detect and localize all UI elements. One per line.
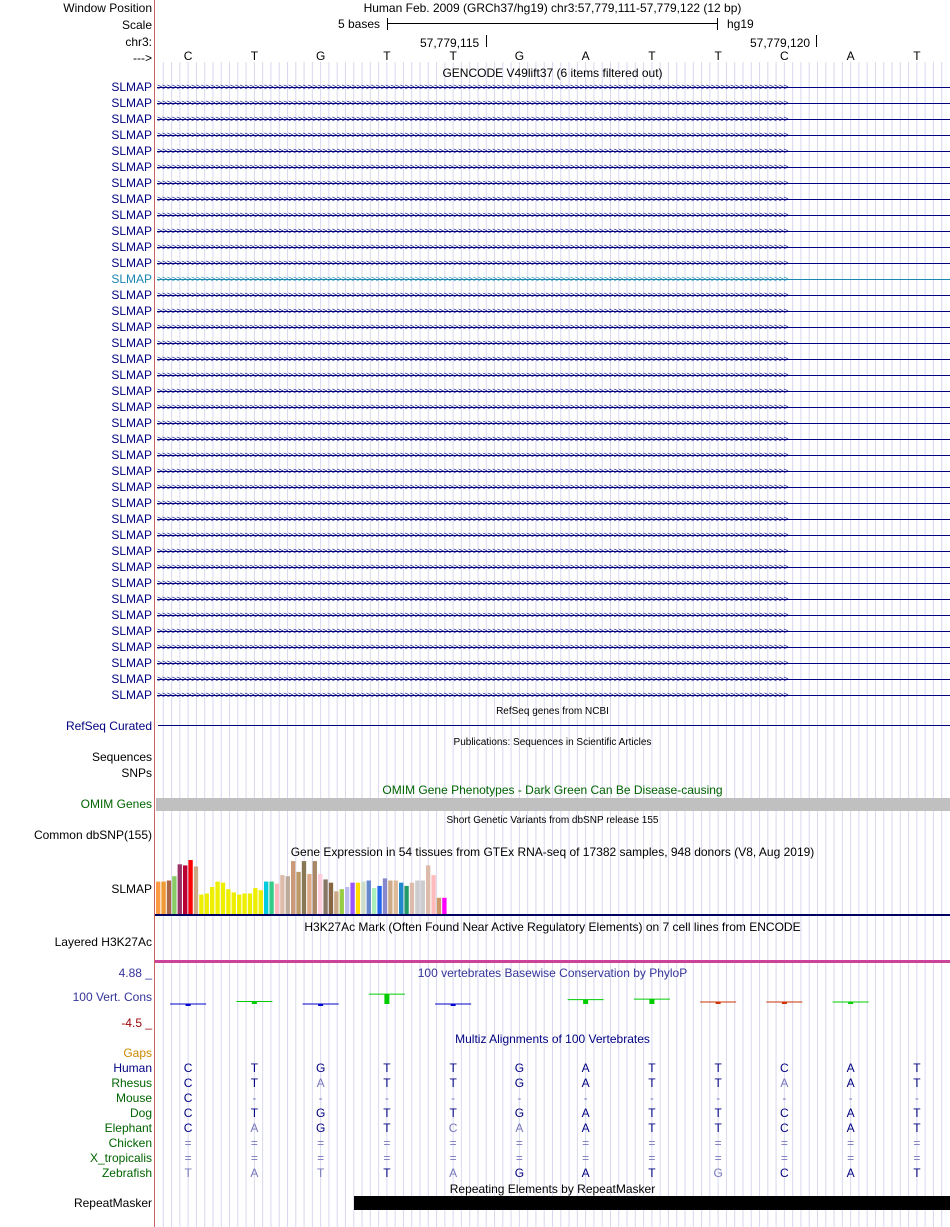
alignment-base: =	[648, 1136, 656, 1150]
gencode-strand-arrows: >>>>>>>>>>>>>>>>>>>>>>>>>>>>>>>>>>>>>>>>>>>>>>>>>>>>>>>>>>>>>>>>>>>>>>>>>>>>>>>>>>>>>>>>>>>>>>>>>>>>>>>>>>>>>>>>>>>>>>>>>>>>>>>>>>	[157, 274, 789, 284]
gtex-tissue-bar[interactable]	[437, 898, 441, 914]
alignment-base: =	[184, 1151, 192, 1165]
alignment-base: C	[183, 1061, 193, 1075]
refseq-track-title: RefSeq genes from NCBI	[496, 706, 609, 717]
alignment-base: T	[714, 1076, 722, 1090]
gtex-tissue-bar[interactable]	[399, 883, 403, 914]
alignment-base: =	[250, 1136, 258, 1150]
gencode-strand-arrows: >>>>>>>>>>>>>>>>>>>>>>>>>>>>>>>>>>>>>>>>>>>>>>>>>>>>>>>>>>>>>>>>>>>>>>>>>>>>>>>>>>>>>>>>>>>>>>>>>>>>>>>>>>>>>>>>>>>>>>>>>>>>>>>>>>	[157, 578, 789, 588]
alignment-base: A	[846, 1121, 855, 1135]
alignment-base: C	[780, 1121, 789, 1135]
alignment-base: C	[448, 1121, 458, 1135]
alignment-base: T	[316, 1166, 325, 1180]
conservation-score-mark[interactable]	[384, 994, 389, 1004]
dbsnp-track-title: Short Genetic Variants from dbSNP release 155	[446, 815, 659, 826]
gtex-tissue-bar[interactable]	[253, 888, 257, 914]
alignment-base: A	[316, 1076, 325, 1090]
alignment-base: T	[383, 1121, 391, 1135]
conservation-score-mark[interactable]	[583, 1000, 588, 1004]
alignment-base: C	[780, 1166, 789, 1180]
omim-track-label[interactable]: OMIM Genes	[80, 797, 152, 811]
gencode-strand-arrows: >>>>>>>>>>>>>>>>>>>>>>>>>>>>>>>>>>>>>>>>>>>>>>>>>>>>>>>>>>>>>>>>>>>>>>>>>>>>>>>>>>>>>>>>>>>>>>>>>>>>>>>>>>>>>>>>>>>>>>>>>>>>>>>>>>	[157, 466, 789, 476]
gtex-tissue-bar[interactable]	[404, 886, 408, 914]
alignment-base: T	[250, 1061, 259, 1075]
alignment-base: =	[383, 1136, 391, 1150]
gencode-track-title: GENCODE V49lift37 (6 items filtered out)	[442, 66, 663, 80]
gencode-gene-label[interactable]: SLMAP	[111, 256, 152, 270]
publications-track-title: Publications: Sequences in Scientific Articles	[453, 737, 652, 748]
alignment-base: =	[913, 1136, 921, 1150]
base-letter: T	[714, 49, 722, 63]
alignment-base: =	[847, 1151, 855, 1165]
gencode-gene-label[interactable]: SLMAP	[111, 576, 152, 590]
conservation-chart[interactable]	[155, 980, 950, 1025]
gencode-strand-arrows: >>>>>>>>>>>>>>>>>>>>>>>>>>>>>>>>>>>>>>>>>>>>>>>>>>>>>>>>>>>>>>>>>>>>>>>>>>>>>>>>>>>>>>>>>>>>>>>>>>>>>>>>>>>>>>>>>>>>>>>>>>>>>>>>>>	[157, 290, 789, 300]
gencode-gene-label[interactable]: SLMAP	[111, 208, 152, 222]
base-letter: T	[913, 49, 921, 63]
conservation-track-label[interactable]: 100 Vert. Cons	[72, 990, 152, 1004]
gtex-tissue-bar[interactable]	[388, 881, 392, 914]
gtex-tissue-bar[interactable]	[269, 882, 273, 914]
gencode-gene-label[interactable]: SLMAP	[111, 608, 152, 622]
base-letter: T	[648, 49, 656, 63]
alignment-base: =	[449, 1136, 457, 1150]
base-letter: A	[581, 49, 590, 63]
scale-bar-left-tick	[387, 18, 388, 30]
gencode-strand-arrows: >>>>>>>>>>>>>>>>>>>>>>>>>>>>>>>>>>>>>>>>>>>>>>>>>>>>>>>>>>>>>>>>>>>>>>>>>>>>>>>>>>>>>>>>>>>>>>>>>>>>>>>>>>>>>>>>>>>>>>>>>>>>>>>>>>	[157, 434, 789, 444]
gtex-tissue-bar[interactable]	[356, 883, 360, 914]
alignment-base: =	[847, 1136, 855, 1150]
gencode-strand-arrows: >>>>>>>>>>>>>>>>>>>>>>>>>>>>>>>>>>>>>>>>>>>>>>>>>>>>>>>>>>>>>>>>>>>>>>>>>>>>>>>>>>>>>>>>>>>>>>>>>>>>>>>>>>>>>>>>>>>>>>>>>>>>>>>>>>	[157, 322, 789, 332]
base-letter: A	[846, 49, 855, 63]
gtex-tissue-bar[interactable]	[318, 874, 322, 914]
gencode-strand-arrows: >>>>>>>>>>>>>>>>>>>>>>>>>>>>>>>>>>>>>>>>>>>>>>>>>>>>>>>>>>>>>>>>>>>>>>>>>>>>>>>>>>>>>>>>>>>>>>>>>>>>>>>>>>>>>>>>>>>>>>>>>>>>>>>>>>	[157, 674, 789, 684]
conservation-max-label: 4.88 _	[118, 966, 152, 980]
gtex-tissue-bar[interactable]	[215, 882, 219, 914]
gtex-tissue-bar[interactable]	[377, 886, 381, 914]
gencode-strand-arrows: >>>>>>>>>>>>>>>>>>>>>>>>>>>>>>>>>>>>>>>>>>>>>>>>>>>>>>>>>>>>>>>>>>>>>>>>>>>>>>>>>>>>>>>>>>>>>>>>>>>>>>>>>>>>>>>>>>>>>>>>>>>>>>>>>>	[157, 178, 789, 188]
gencode-strand-arrows: >>>>>>>>>>>>>>>>>>>>>>>>>>>>>>>>>>>>>>>>>>>>>>>>>>>>>>>>>>>>>>>>>>>>>>>>>>>>>>>>>>>>>>>>>>>>>>>>>>>>>>>>>>>>>>>>>>>>>>>>>>>>>>>>>>	[157, 354, 789, 364]
alignment-base: G	[514, 1166, 525, 1180]
alignment-base: T	[250, 1076, 259, 1090]
window-position-label: Window Position	[63, 1, 152, 15]
gencode-gene-label[interactable]: SLMAP	[111, 688, 152, 702]
gtex-tissue-bar[interactable]	[205, 893, 209, 914]
gencode-gene-label[interactable]: SLMAP	[111, 144, 152, 158]
gencode-strand-arrows: >>>>>>>>>>>>>>>>>>>>>>>>>>>>>>>>>>>>>>>>>>>>>>>>>>>>>>>>>>>>>>>>>>>>>>>>>>>>>>>>>>>>>>>>>>>>>>>>>>>>>>>>>>>>>>>>>>>>>>>>>>>>>>>>>>	[157, 338, 789, 348]
gencode-gene-label[interactable]: SLMAP	[111, 384, 152, 398]
gtex-tissue-bar[interactable]	[221, 883, 225, 914]
gencode-gene-label[interactable]: SLMAP	[111, 304, 152, 318]
gencode-gene-label[interactable]: SLMAP	[111, 656, 152, 670]
gtex-tissue-bar[interactable]	[426, 865, 430, 914]
gtex-tissue-bar[interactable]	[329, 883, 333, 914]
gencode-strand-arrows: >>>>>>>>>>>>>>>>>>>>>>>>>>>>>>>>>>>>>>>>>>>>>>>>>>>>>>>>>>>>>>>>>>>>>>>>>>>>>>>>>>>>>>>>>>>>>>>>>>>>>>>>>>>>>>>>>>>>>>>>>>>>>>>>>>	[157, 482, 789, 492]
gtex-tissue-bar[interactable]	[264, 882, 268, 914]
gencode-gene-label[interactable]: SLMAP	[111, 352, 152, 366]
base-letter: C	[183, 49, 193, 63]
alignment-base: C	[183, 1106, 193, 1120]
publications-sequences-label[interactable]: Sequences	[91, 750, 152, 764]
species-label[interactable]: Rhesus	[111, 1076, 152, 1090]
alignment-base: -	[252, 1091, 257, 1105]
gencode-gene-label[interactable]: SLMAP	[111, 272, 152, 286]
base-letter: C	[780, 49, 789, 63]
alignment-base: =	[184, 1136, 192, 1150]
gencode-strand-arrows: >>>>>>>>>>>>>>>>>>>>>>>>>>>>>>>>>>>>>>>>>>>>>>>>>>>>>>>>>>>>>>>>>>>>>>>>>>>>>>>>>>>>>>>>>>>>>>>>>>>>>>>>>>>>>>>>>>>>>>>>>>>>>>>>>>	[157, 594, 789, 604]
gtex-tissue-bar[interactable]	[350, 883, 354, 914]
gencode-strand-arrows: >>>>>>>>>>>>>>>>>>>>>>>>>>>>>>>>>>>>>>>>>>>>>>>>>>>>>>>>>>>>>>>>>>>>>>>>>>>>>>>>>>>>>>>>>>>>>>>>>>>>>>>>>>>>>>>>>>>>>>>>>>>>>>>>>>	[157, 258, 789, 268]
gencode-gene-label[interactable]: SLMAP	[111, 400, 152, 414]
gencode-strand-arrows: >>>>>>>>>>>>>>>>>>>>>>>>>>>>>>>>>>>>>>>>>>>>>>>>>>>>>>>>>>>>>>>>>>>>>>>>>>>>>>>>>>>>>>>>>>>>>>>>>>>>>>>>>>>>>>>>>>>>>>>>>>>>>>>>>>	[157, 626, 789, 636]
gtex-tissue-bar[interactable]	[259, 890, 263, 914]
gencode-gene-label[interactable]: SLMAP	[111, 128, 152, 142]
gencode-strand-arrows: >>>>>>>>>>>>>>>>>>>>>>>>>>>>>>>>>>>>>>>>>>>>>>>>>>>>>>>>>>>>>>>>>>>>>>>>>>>>>>>>>>>>>>>>>>>>>>>>>>>>>>>>>>>>>>>>>>>>>>>>>>>>>>>>>>	[157, 146, 789, 156]
gencode-gene-label[interactable]: SLMAP	[111, 288, 152, 302]
alignment-base: C	[780, 1061, 789, 1075]
alignment-base: A	[250, 1121, 259, 1135]
publications-snps-label[interactable]: SNPs	[121, 766, 152, 780]
gtex-tissue-bar[interactable]	[194, 866, 198, 914]
alignment-base: T	[383, 1166, 391, 1180]
alignment-base: G	[514, 1061, 525, 1075]
alignment-base: T	[383, 1061, 391, 1075]
conservation-track-title: 100 vertebrates Basewise Conservation by PhyloP	[417, 966, 688, 980]
gencode-strand-arrows: >>>>>>>>>>>>>>>>>>>>>>>>>>>>>>>>>>>>>>>>>>>>>>>>>>>>>>>>>>>>>>>>>>>>>>>>>>>>>>>>>>>>>>>>>>>>>>>>>>>>>>>>>>>>>>>>>>>>>>>>>>>>>>>>>>	[157, 370, 789, 380]
alignment-base: A	[581, 1106, 590, 1120]
scale-label: Scale	[121, 18, 152, 32]
gencode-strand-arrows: >>>>>>>>>>>>>>>>>>>>>>>>>>>>>>>>>>>>>>>>>>>>>>>>>>>>>>>>>>>>>>>>>>>>>>>>>>>>>>>>>>>>>>>>>>>>>>>>>>>>>>>>>>>>>>>>>>>>>>>>>>>>>>>>>>	[157, 610, 789, 620]
omim-track-title: OMIM Gene Phenotypes - Dark Green Can Be Disease-causing	[382, 783, 723, 797]
alignment-base: A	[250, 1166, 259, 1180]
gtex-tissue-bar[interactable]	[183, 865, 187, 914]
gencode-strand-arrows: >>>>>>>>>>>>>>>>>>>>>>>>>>>>>>>>>>>>>>>>>>>>>>>>>>>>>>>>>>>>>>>>>>>>>>>>>>>>>>>>>>>>>>>>>>>>>>>>>>>>>>>>>>>>>>>>>>>>>>>>>>>>>>>>>>	[157, 402, 789, 412]
multiz-gaps-label[interactable]: Gaps	[123, 1046, 152, 1060]
h3k27ac-track-label[interactable]: Layered H3K27Ac	[54, 935, 152, 949]
alignment-base: C	[183, 1076, 193, 1090]
alignment-base: G	[315, 1121, 326, 1135]
gencode-strand-arrows: >>>>>>>>>>>>>>>>>>>>>>>>>>>>>>>>>>>>>>>>>>>>>>>>>>>>>>>>>>>>>>>>>>>>>>>>>>>>>>>>>>>>>>>>>>>>>>>>>>>>>>>>>>>>>>>>>>>>>>>>>>>>>>>>>>	[157, 658, 789, 668]
alignment-base: -	[583, 1091, 588, 1105]
gencode-strand-arrows: >>>>>>>>>>>>>>>>>>>>>>>>>>>>>>>>>>>>>>>>>>>>>>>>>>>>>>>>>>>>>>>>>>>>>>>>>>>>>>>>>>>>>>>>>>>>>>>>>>>>>>>>>>>>>>>>>>>>>>>>>>>>>>>>>>	[157, 194, 789, 204]
gencode-gene-label[interactable]: SLMAP	[111, 624, 152, 638]
gencode-gene-label[interactable]: SLMAP	[111, 512, 152, 526]
alignment-base: =	[780, 1136, 788, 1150]
gtex-tissue-bar[interactable]	[383, 878, 387, 914]
gencode-gene-label[interactable]: SLMAP	[111, 544, 152, 558]
alignment-base: A	[780, 1076, 789, 1090]
gencode-gene-label[interactable]: SLMAP	[111, 592, 152, 606]
alignment-base: T	[648, 1121, 656, 1135]
gtex-tissue-bar[interactable]	[313, 861, 317, 914]
gencode-strand-arrows: >>>>>>>>>>>>>>>>>>>>>>>>>>>>>>>>>>>>>>>>>>>>>>>>>>>>>>>>>>>>>>>>>>>>>>>>>>>>>>>>>>>>>>>>>>>>>>>>>>>>>>>>>>>>>>>>>>>>>>>>>>>>>>>>>>	[157, 642, 789, 652]
alignment-base: -	[848, 1091, 853, 1105]
species-label[interactable]: Human	[113, 1061, 152, 1075]
gtex-tissue-bar[interactable]	[172, 876, 176, 914]
refseq-track-label[interactable]: RefSeq Curated	[65, 719, 152, 733]
gencode-strand-arrows: >>>>>>>>>>>>>>>>>>>>>>>>>>>>>>>>>>>>>>>>>>>>>>>>>>>>>>>>>>>>>>>>>>>>>>>>>>>>>>>>>>>>>>>>>>>>>>>>>>>>>>>>>>>>>>>>>>>>>>>>>>>>>>>>>>	[157, 226, 789, 236]
alignment-base: =	[582, 1136, 590, 1150]
gtex-tissue-bar[interactable]	[161, 882, 165, 914]
gtex-tissue-bar[interactable]	[302, 861, 306, 914]
base-letter: T	[383, 49, 391, 63]
repeatmasker-element[interactable]	[354, 1196, 950, 1210]
gencode-gene-label[interactable]: SLMAP	[111, 240, 152, 254]
gtex-tissue-bar[interactable]	[291, 861, 295, 914]
gtex-baseline	[155, 914, 950, 916]
gencode-gene-label[interactable]: SLMAP	[111, 464, 152, 478]
alignment-base: T	[913, 1061, 921, 1075]
gencode-strand-arrows: >>>>>>>>>>>>>>>>>>>>>>>>>>>>>>>>>>>>>>>>>>>>>>>>>>>>>>>>>>>>>>>>>>>>>>>>>>>>>>>>>>>>>>>>>>>>>>>>>>>>>>>>>>>>>>>>>>>>>>>>>>>>>>>>>>	[157, 546, 789, 556]
species-label[interactable]: Mouse	[115, 1091, 152, 1105]
scale-bar	[387, 23, 718, 24]
gencode-strand-arrows: >>>>>>>>>>>>>>>>>>>>>>>>>>>>>>>>>>>>>>>>>>>>>>>>>>>>>>>>>>>>>>>>>>>>>>>>>>>>>>>>>>>>>>>>>>>>>>>>>>>>>>>>>>>>>>>>>>>>>>>>>>>>>>>>>>	[157, 114, 789, 124]
alignment-base: C	[183, 1091, 193, 1105]
gencode-gene-label[interactable]: SLMAP	[111, 432, 152, 446]
alignment-base: A	[846, 1166, 855, 1180]
alignment-base: T	[449, 1061, 457, 1075]
gencode-gene-label[interactable]: SLMAP	[111, 496, 152, 510]
gtex-tissue-bar[interactable]	[286, 876, 290, 914]
gencode-gene-label[interactable]: SLMAP	[111, 336, 152, 350]
alignment-base: -	[716, 1091, 721, 1105]
alignment-base: =	[383, 1151, 391, 1165]
gtex-tissue-bar[interactable]	[248, 893, 252, 914]
position-title: Human Feb. 2009 (GRCh37/hg19) chr3:57,779,111-57,779,122 (12 bp)	[363, 1, 742, 15]
coordinate-right-tick	[816, 35, 817, 47]
gtex-tissue-bar[interactable]	[199, 895, 203, 914]
base-letter: T	[250, 49, 259, 63]
gencode-gene-label[interactable]: SLMAP	[111, 640, 152, 654]
scale-bar-right-tick	[717, 18, 718, 30]
alignment-base: =	[714, 1136, 722, 1150]
alignment-base: G	[514, 1106, 525, 1120]
gencode-strand-arrows: >>>>>>>>>>>>>>>>>>>>>>>>>>>>>>>>>>>>>>>>>>>>>>>>>>>>>>>>>>>>>>>>>>>>>>>>>>>>>>>>>>>>>>>>>>>>>>>>>>>>>>>>>>>>>>>>>>>>>>>>>>>>>>>>>>	[157, 450, 789, 460]
gencode-gene-label[interactable]: SLMAP	[111, 96, 152, 110]
gencode-gene-label[interactable]: SLMAP	[111, 192, 152, 206]
coordinate-right: 57,779,120	[750, 36, 811, 50]
alignment-base: =	[515, 1136, 523, 1150]
h3k27ac-signal-line	[155, 960, 950, 963]
gencode-gene-label[interactable]: SLMAP	[111, 528, 152, 542]
alignment-base: C	[183, 1121, 193, 1135]
omim-gene-feature[interactable]	[156, 798, 950, 811]
gencode-strand-arrows: >>>>>>>>>>>>>>>>>>>>>>>>>>>>>>>>>>>>>>>>>>>>>>>>>>>>>>>>>>>>>>>>>>>>>>>>>>>>>>>>>>>>>>>>>>>>>>>>>>>>>>>>>>>>>>>>>>>>>>>>>>>>>>>>>>	[157, 162, 789, 172]
gencode-strand-arrows: >>>>>>>>>>>>>>>>>>>>>>>>>>>>>>>>>>>>>>>>>>>>>>>>>>>>>>>>>>>>>>>>>>>>>>>>>>>>>>>>>>>>>>>>>>>>>>>>>>>>>>>>>>>>>>>>>>>>>>>>>>>>>>>>>>	[157, 98, 789, 108]
gencode-gene-label[interactable]: SLMAP	[111, 112, 152, 126]
alignment-base: A	[449, 1166, 458, 1180]
alignment-base: =	[582, 1151, 590, 1165]
gtex-tissue-bar[interactable]	[367, 881, 371, 914]
gtex-tissue-bar[interactable]	[188, 860, 192, 914]
alignment-base: C	[780, 1106, 789, 1120]
alignment-base: T	[913, 1076, 921, 1090]
gtex-tissue-bar[interactable]	[280, 875, 284, 914]
gtex-tissue-bar[interactable]	[361, 882, 365, 914]
gencode-gene-label[interactable]: SLMAP	[111, 560, 152, 574]
gencode-gene-label[interactable]: SLMAP	[111, 448, 152, 462]
base-letter: G	[315, 49, 326, 63]
gtex-tissue-bar[interactable]	[442, 898, 446, 914]
alignment-base: T	[449, 1106, 457, 1120]
alignment-base: T	[184, 1166, 192, 1180]
gencode-strand-arrows: >>>>>>>>>>>>>>>>>>>>>>>>>>>>>>>>>>>>>>>>>>>>>>>>>>>>>>>>>>>>>>>>>>>>>>>>>>>>>>>>>>>>>>>>>>>>>>>>>>>>>>>>>>>>>>>>>>>>>>>>>>>>>>>>>>	[157, 514, 789, 524]
gtex-tissue-bar[interactable]	[340, 889, 344, 914]
gtex-tissue-bar[interactable]	[421, 881, 425, 914]
species-label[interactable]: X_tropicalis	[89, 1151, 152, 1165]
alignment-base: -	[384, 1091, 389, 1105]
gencode-strand-arrows: >>>>>>>>>>>>>>>>>>>>>>>>>>>>>>>>>>>>>>>>>>>>>>>>>>>>>>>>>>>>>>>>>>>>>>>>>>>>>>>>>>>>>>>>>>>>>>>>>>>>>>>>>>>>>>>>>>>>>>>>>>>>>>>>>>	[157, 498, 789, 508]
alignment-base: =	[515, 1151, 523, 1165]
gtex-tissue-bar[interactable]	[237, 895, 241, 914]
species-label[interactable]: Elephant	[104, 1121, 152, 1135]
alignment-base: =	[317, 1151, 325, 1165]
gtex-tissue-bar[interactable]	[242, 893, 246, 914]
alignment-base: =	[648, 1151, 656, 1165]
alignment-base: G	[315, 1061, 326, 1075]
gtex-tissue-bar[interactable]	[275, 884, 279, 914]
alignment-base: A	[581, 1076, 590, 1090]
species-label[interactable]: Dog	[129, 1106, 152, 1120]
assembly-label: hg19	[727, 17, 754, 31]
gtex-tissue-bar[interactable]	[431, 875, 435, 914]
alignment-base: A	[581, 1121, 590, 1135]
alignment-base: -	[318, 1091, 323, 1105]
gencode-strand-arrows: >>>>>>>>>>>>>>>>>>>>>>>>>>>>>>>>>>>>>>>>>>>>>>>>>>>>>>>>>>>>>>>>>>>>>>>>>>>>>>>>>>>>>>>>>>>>>>>>>>>>>>>>>>>>>>>>>>>>>>>>>>>>>>>>>>	[157, 210, 789, 220]
gtex-tissue-bar[interactable]	[410, 883, 414, 914]
gencode-strand-arrows: >>>>>>>>>>>>>>>>>>>>>>>>>>>>>>>>>>>>>>>>>>>>>>>>>>>>>>>>>>>>>>>>>>>>>>>>>>>>>>>>>>>>>>>>>>>>>>>>>>>>>>>>>>>>>>>>>>>>>>>>>>>>>>>>>>	[157, 82, 789, 92]
base-letter: T	[449, 49, 457, 63]
species-label[interactable]: Zebrafish	[101, 1166, 152, 1180]
alignment-base: =	[250, 1151, 258, 1165]
gtex-expression-chart[interactable]	[155, 860, 950, 916]
species-label[interactable]: Chicken	[108, 1136, 152, 1150]
h3k27ac-track-title: H3K27Ac Mark (Often Found Near Active Regulatory Elements) on 7 cell lines from ENCODE	[304, 920, 801, 934]
gtex-tissue-bar[interactable]	[210, 887, 214, 914]
alignment-base: =	[780, 1151, 788, 1165]
alignment-base: =	[317, 1136, 325, 1150]
alignment-base: T	[648, 1106, 656, 1120]
scale-bar-text: 5 bases	[338, 17, 381, 31]
alignment-base: =	[714, 1151, 722, 1165]
gtex-track-label[interactable]: SLMAP	[111, 882, 152, 896]
gencode-strand-arrows: >>>>>>>>>>>>>>>>>>>>>>>>>>>>>>>>>>>>>>>>>>>>>>>>>>>>>>>>>>>>>>>>>>>>>>>>>>>>>>>>>>>>>>>>>>>>>>>>>>>>>>>>>>>>>>>>>>>>>>>>>>>>>>>>>>	[157, 242, 789, 252]
alignment-base: T	[913, 1121, 921, 1135]
gtex-tissue-bar[interactable]	[345, 887, 349, 914]
alignment-base: T	[648, 1061, 656, 1075]
refseq-gene-line[interactable]	[158, 725, 950, 726]
alignment-base: G	[514, 1076, 525, 1090]
gtex-tissue-bar[interactable]	[167, 881, 171, 914]
dbsnp-track-label[interactable]: Common dbSNP(155)	[33, 828, 152, 842]
alignment-base: T	[714, 1106, 722, 1120]
alignment-base: A	[515, 1121, 524, 1135]
gtex-tissue-bar[interactable]	[296, 872, 300, 914]
alignment-base: A	[581, 1166, 590, 1180]
gtex-tissue-bar[interactable]	[307, 874, 311, 914]
conservation-min-label: -4.5 _	[121, 1016, 152, 1030]
alignment-base: =	[449, 1151, 457, 1165]
alignment-base: A	[846, 1106, 855, 1120]
alignment-base: T	[383, 1106, 391, 1120]
gencode-gene-label[interactable]: SLMAP	[111, 80, 152, 94]
gencode-strand-arrows: >>>>>>>>>>>>>>>>>>>>>>>>>>>>>>>>>>>>>>>>>>>>>>>>>>>>>>>>>>>>>>>>>>>>>>>>>>>>>>>>>>>>>>>>>>>>>>>>>>>>>>>>>>>>>>>>>>>>>>>>>>>>>>>>>>	[157, 306, 789, 316]
gtex-tissue-bar[interactable]	[232, 892, 236, 914]
gencode-gene-label[interactable]: SLMAP	[111, 416, 152, 430]
alignment-base: T	[648, 1166, 656, 1180]
gtex-tissue-bar[interactable]	[372, 888, 376, 914]
gencode-strand-arrows: >>>>>>>>>>>>>>>>>>>>>>>>>>>>>>>>>>>>>>>>>>>>>>>>>>>>>>>>>>>>>>>>>>>>>>>>>>>>>>>>>>>>>>>>>>>>>>>>>>>>>>>>>>>>>>>>>>>>>>>>>>>>>>>>>>	[157, 530, 789, 540]
alignment-base: -	[649, 1091, 654, 1105]
coordinate-left-tick	[486, 35, 487, 47]
gencode-gene-label[interactable]: SLMAP	[111, 320, 152, 334]
alignment-base: G	[315, 1106, 326, 1120]
alignment-base: T	[714, 1061, 722, 1075]
gtex-tissue-bar[interactable]	[156, 882, 160, 914]
alignment-base: T	[383, 1076, 391, 1090]
alignment-base: G	[713, 1166, 723, 1180]
gtex-tissue-bar[interactable]	[226, 889, 230, 914]
alignment-base: A	[846, 1061, 855, 1075]
gtex-tissue-bar[interactable]	[323, 879, 327, 914]
alignment-base: T	[913, 1166, 921, 1180]
alignment-base: T	[913, 1106, 921, 1120]
gtex-tissue-bar[interactable]	[334, 891, 338, 914]
alignment-base: T	[250, 1106, 259, 1120]
gencode-gene-label[interactable]: SLMAP	[111, 176, 152, 190]
alignment-base: -	[914, 1091, 919, 1105]
gencode-gene-label[interactable]: SLMAP	[111, 160, 152, 174]
gencode-strand-arrows: >>>>>>>>>>>>>>>>>>>>>>>>>>>>>>>>>>>>>>>>>>>>>>>>>>>>>>>>>>>>>>>>>>>>>>>>>>>>>>>>>>>>>>>>>>>>>>>>>>>>>>>>>>>>>>>>>>>>>>>>>>>>>>>>>>	[157, 562, 789, 572]
gencode-strand-arrows: >>>>>>>>>>>>>>>>>>>>>>>>>>>>>>>>>>>>>>>>>>>>>>>>>>>>>>>>>>>>>>>>>>>>>>>>>>>>>>>>>>>>>>>>>>>>>>>>>>>>>>>>>>>>>>>>>>>>>>>>>>>>>>>>>>	[157, 130, 789, 140]
alignment-base: -	[451, 1091, 456, 1105]
alignment-base: T	[714, 1121, 722, 1135]
base-letter: G	[514, 49, 525, 63]
alignment-base: T	[648, 1076, 656, 1090]
alignment-base: A	[846, 1076, 855, 1090]
repeatmasker-track-label[interactable]: RepeatMasker	[73, 1196, 152, 1210]
alignment-base: =	[913, 1151, 921, 1165]
gencode-gene-label[interactable]: SLMAP	[111, 224, 152, 238]
gtex-track-title: Gene Expression in 54 tissues from GTEx RNA-seq of 17382 samples, 948 donors (V8, Aug 2019)	[290, 845, 815, 859]
gencode-strand-arrows: >>>>>>>>>>>>>>>>>>>>>>>>>>>>>>>>>>>>>>>>>>>>>>>>>>>>>>>>>>>>>>>>>>>>>>>>>>>>>>>>>>>>>>>>>>>>>>>>>>>>>>>>>>>>>>>>>>>>>>>>>>>>>>>>>>	[157, 690, 789, 700]
alignment-base: T	[449, 1076, 457, 1090]
alignment-base: A	[581, 1061, 590, 1075]
gencode-gene-label[interactable]: SLMAP	[111, 672, 152, 686]
strand-label: --->	[133, 51, 152, 65]
multiz-track-title: Multiz Alignments of 100 Vertebrates	[455, 1032, 650, 1046]
repeatmasker-track-title: Repeating Elements by RepeatMasker	[449, 1182, 656, 1196]
gtex-tissue-bar[interactable]	[394, 881, 398, 914]
alignment-base: -	[782, 1091, 787, 1105]
gtex-tissue-bar[interactable]	[415, 881, 419, 914]
coordinate-left: 57,779,115	[420, 36, 480, 50]
chromosome-label: chr3:	[125, 35, 152, 49]
gtex-tissue-bar[interactable]	[178, 864, 182, 914]
gencode-gene-label[interactable]: SLMAP	[111, 368, 152, 382]
gencode-strand-arrows: >>>>>>>>>>>>>>>>>>>>>>>>>>>>>>>>>>>>>>>>>>>>>>>>>>>>>>>>>>>>>>>>>>>>>>>>>>>>>>>>>>>>>>>>>>>>>>>>>>>>>>>>>>>>>>>>>>>>>>>>>>>>>>>>>>	[157, 386, 789, 396]
gencode-strand-arrows: >>>>>>>>>>>>>>>>>>>>>>>>>>>>>>>>>>>>>>>>>>>>>>>>>>>>>>>>>>>>>>>>>>>>>>>>>>>>>>>>>>>>>>>>>>>>>>>>>>>>>>>>>>>>>>>>>>>>>>>>>>>>>>>>>>	[157, 418, 789, 428]
conservation-score-mark[interactable]	[649, 999, 654, 1004]
gencode-gene-label[interactable]: SLMAP	[111, 480, 152, 494]
alignment-base: -	[517, 1091, 522, 1105]
